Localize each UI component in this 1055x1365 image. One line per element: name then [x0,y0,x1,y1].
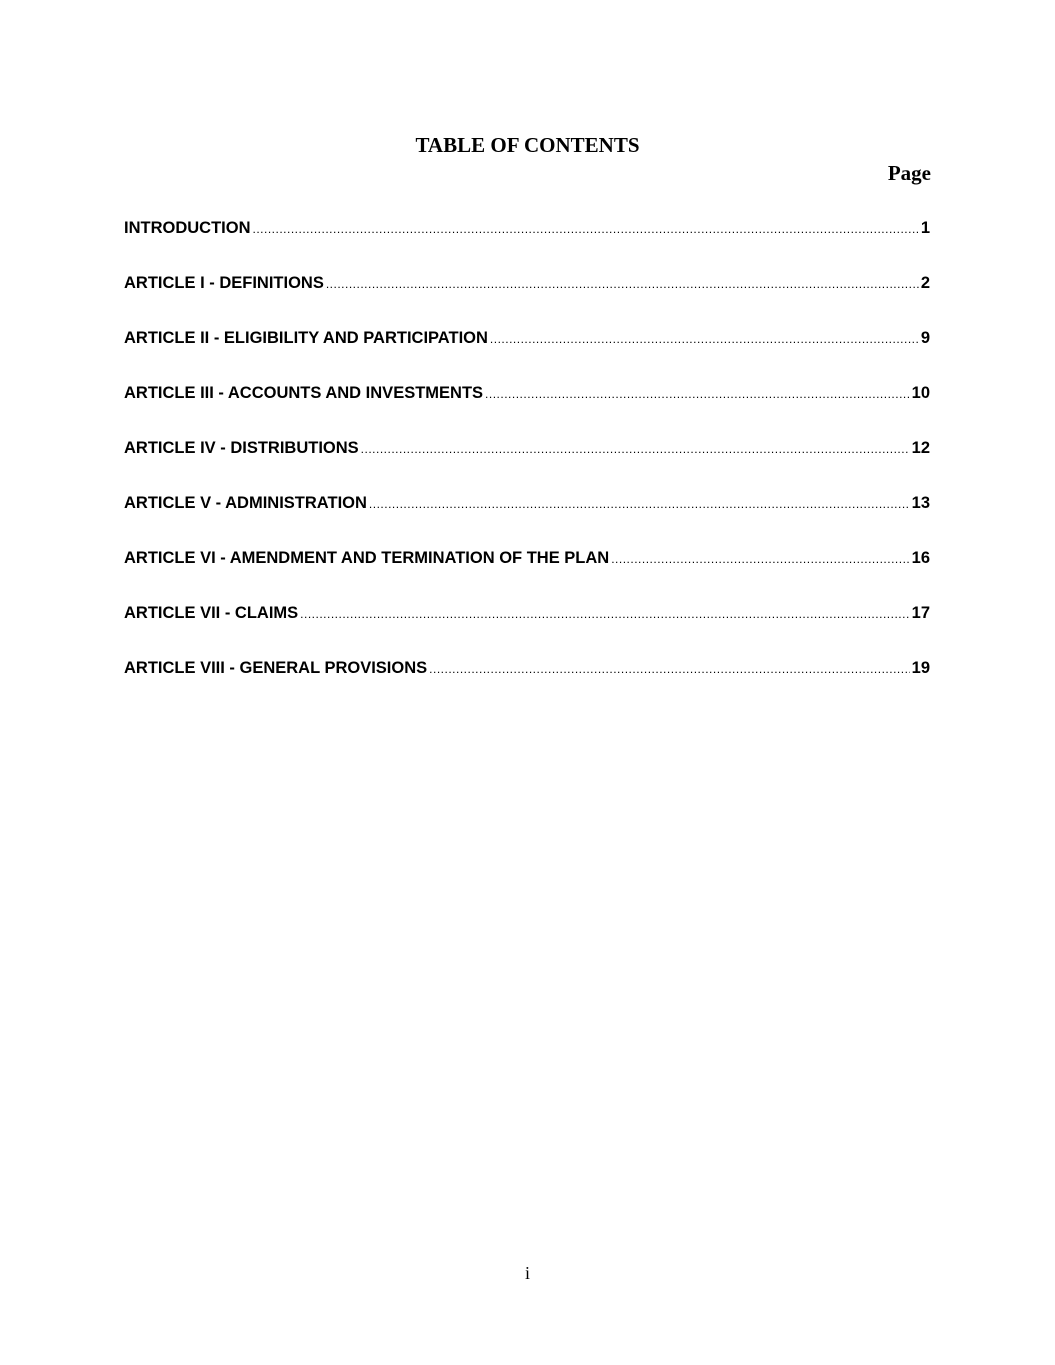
toc-entry-page-number: 19 [911,659,930,677]
toc-entry-label: INTRODUCTION [124,219,251,237]
toc-entry-article-iii[interactable] [124,379,930,434]
page-title: TABLE OF CONTENTS [415,133,640,157]
toc-entry-label: ARTICLE VII - CLAIMS [124,604,299,622]
dot-leader [485,380,910,408]
toc-entry-page-number: 2 [920,274,930,292]
toc-entry-label: ARTICLE V - ADMINISTRATION [124,494,367,512]
toc-entry-page-number: 16 [911,549,930,567]
toc-entry-page-number: 9 [920,329,930,347]
page-column-heading: Page [887,161,931,185]
toc-entry-article-viii[interactable] [124,654,930,709]
dot-leader [326,270,919,298]
toc-entry-page-number: 17 [911,604,930,622]
toc-entry-article-ii[interactable] [124,324,930,379]
dot-leader [611,545,909,573]
toc-entry-introduction[interactable] [124,214,930,269]
dot-leader [300,600,909,628]
toc-entry-page-number: 10 [911,384,930,402]
toc-entry-page-number: 1 [920,219,930,237]
toc-entry-article-i[interactable] [124,269,930,324]
toc-entry-label: ARTICLE I - DEFINITIONS [124,274,324,292]
toc-entry-article-vi[interactable] [124,544,930,599]
toc-entry-page-number: 12 [911,439,930,457]
toc-entry-label: ARTICLE III - ACCOUNTS AND INVESTMENTS [124,384,484,402]
table-of-contents [124,214,930,709]
dot-leader [253,215,919,243]
dot-leader [490,325,919,353]
page-number-footer: i [524,1263,530,1283]
toc-entry-label: ARTICLE II - ELIGIBILITY AND PARTICIPATION [124,329,488,347]
dot-leader [369,490,910,518]
toc-entry-label: ARTICLE VI - AMENDMENT AND TERMINATION OF THE PLAN [124,549,610,567]
toc-entry-article-vii[interactable] [124,599,930,654]
dot-leader [429,655,909,683]
toc-entry-label: ARTICLE IV - DISTRIBUTIONS [124,439,359,457]
toc-entry-article-v[interactable] [124,489,930,544]
toc-entry-article-iv[interactable] [124,434,930,489]
dot-leader [361,435,910,463]
toc-entry-label: ARTICLE VIII - GENERAL PROVISIONS [124,659,428,677]
toc-entry-page-number: 13 [911,494,930,512]
